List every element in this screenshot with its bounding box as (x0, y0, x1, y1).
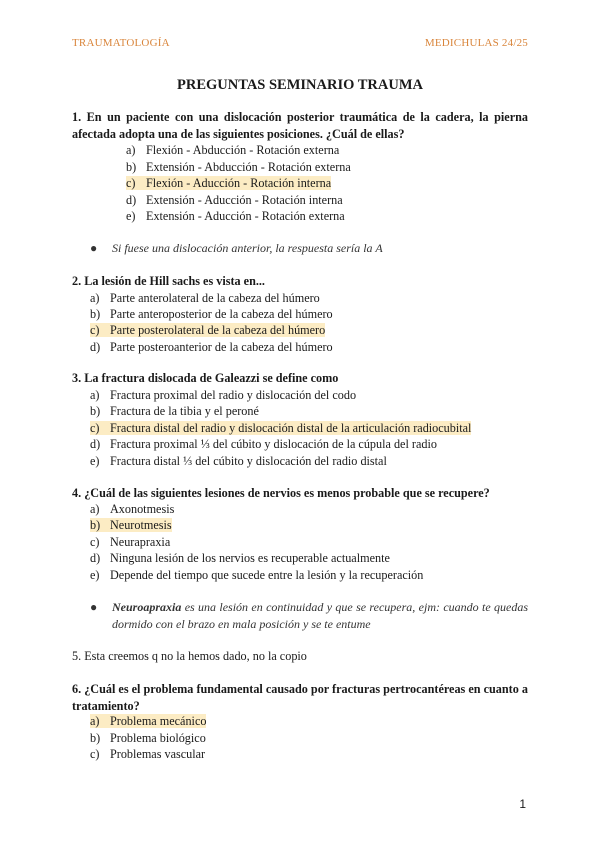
q2-option-d: d) Parte posteroanterior de la cabeza del húmero (90, 340, 333, 354)
q6-option-a-answer: a) Problema mecánico (90, 714, 207, 728)
question-3: 3. La fractura dislocada de Galeazzi se define como (72, 371, 339, 385)
q1-option-d: d) Extensión - Aducción - Rotación interna (126, 193, 343, 207)
header-subject: TRAUMATOLOGÍA (72, 37, 170, 49)
question-2: 2. La lesión de Hill sachs es vista en... (72, 274, 265, 288)
q4-note: ● Neuroapraxia es una lesión en continuidad y que se recupera, ejm: cuando te quedas dormido con el brazo en mala posición y se te entume (90, 600, 528, 631)
question-4: 4. ¿Cuál de las siguientes lesiones de nervios es menos probable que se recupere? (72, 486, 490, 500)
q1-option-e: e) Extensión - Aducción - Rotación externa (126, 209, 345, 223)
q3-option-d: d) Fractura proximal ⅓ del cúbito y dislocación de la cúpula del radio (90, 437, 437, 451)
header-group: MEDICHULAS 24/25 (424, 37, 528, 49)
q2-option-b: b) Parte anteroposterior de la cabeza del húmero (90, 307, 333, 321)
q1-option-c-answer: c) Flexión - Aducción - Rotación interna (126, 176, 332, 190)
q2-option-c-answer: c) Parte posterolateral de la cabeza del húmero (90, 323, 326, 337)
q4-note-term: Neuroapraxia (112, 600, 182, 614)
question-6: 6. ¿Cuál es el problema fundamental causado por fracturas pertrocantéreas en cuanto a tratamiento? (72, 682, 528, 713)
q6-option-b: b) Problema biológico (90, 731, 206, 745)
question-1: 1. En un paciente con una dislocación posterior traumática de la cadera, la pierna afectada adopta una de las siguientes posiciones. ¿Cuál de ellas? (72, 110, 528, 141)
q6-option-c: c) Problemas vascular (90, 747, 206, 761)
q4-option-c: c) Neurapraxia (90, 535, 171, 549)
q3-option-b: b) Fractura de la tibia y el peroné (90, 404, 259, 418)
q3-option-e: e) Fractura distal ⅓ del cúbito y dislocación del radio distal (90, 454, 387, 468)
q3-option-c-answer: c) Fractura distal del radio y dislocación distal de la articulación radiocubital (90, 421, 472, 435)
page-title: PREGUNTAS SEMINARIO TRAUMA (177, 77, 423, 93)
q3-option-a: a) Fractura proximal del radio y dislocación del codo (90, 388, 357, 402)
page-number: 1 (519, 797, 526, 811)
q2-option-a: a) Parte anterolateral de la cabeza del húmero (90, 291, 320, 305)
q4-option-d: d) Ninguna lesión de los nervios es recuperable actualmente (90, 551, 390, 565)
q1-note: ● Si fuese una dislocación anterior, la respuesta sería la A (90, 241, 383, 255)
q4-option-e: e) Depende del tiempo que sucede entre la lesión y la recuperación (90, 568, 424, 582)
q4-option-a: a) Axonotmesis (90, 502, 175, 516)
q4-option-b-answer: b) Neurotmesis (90, 518, 172, 532)
q1-option-b: b) Extensión - Abducción - Rotación externa (126, 160, 351, 174)
question-5: 5. Esta creemos q no la hemos dado, no la copio (72, 649, 307, 663)
q1-option-a: a) Flexión - Abducción - Rotación externa (126, 143, 340, 157)
